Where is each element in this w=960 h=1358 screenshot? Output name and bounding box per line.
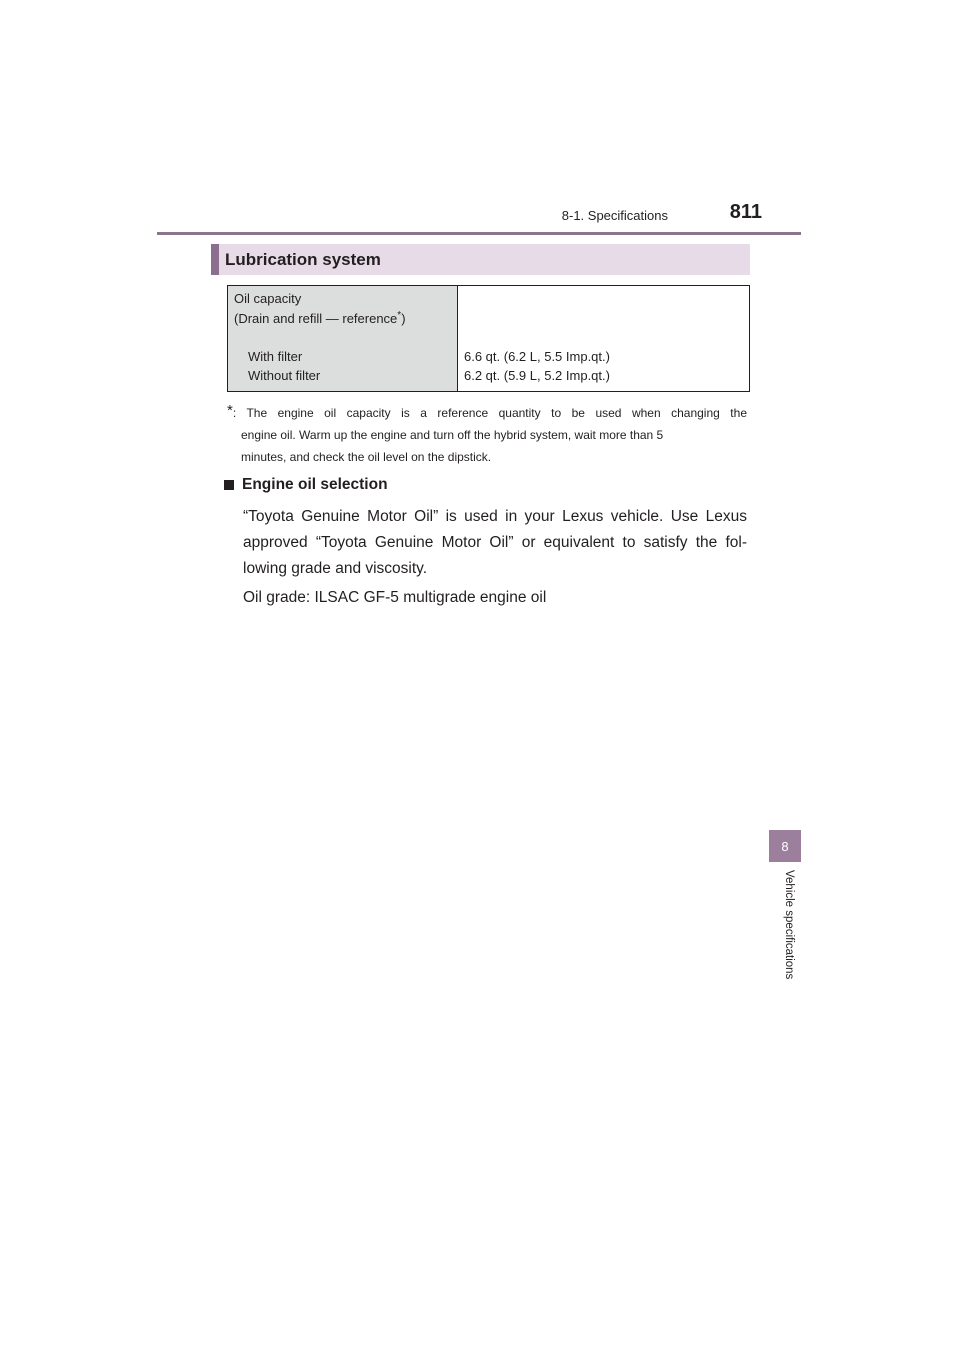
subheading-text: Engine oil selection bbox=[242, 476, 388, 493]
footnote-line-3: minutes, and check the oil level on the dipstick. bbox=[241, 450, 492, 464]
footnote-line-1-text: : The engine oil capacity is a reference quantity to be used when changing the bbox=[232, 406, 747, 420]
chapter-label: Vehicle specifications bbox=[783, 870, 795, 980]
chapter-tab: 8 bbox=[769, 830, 801, 862]
section-title: Lubrication system bbox=[211, 244, 750, 275]
row-value-without-filter: 6.2 qt. (5.9 L, 5.2 Imp.qt.) bbox=[464, 368, 610, 383]
footnote-marker: * bbox=[397, 310, 402, 321]
footnote-line-1 bbox=[227, 400, 747, 424]
paragraph-line-3: lowing grade and viscosity. bbox=[243, 560, 428, 577]
square-bullet-icon bbox=[224, 480, 234, 490]
table-label-column bbox=[228, 286, 458, 391]
oil-capacity-table bbox=[227, 285, 750, 392]
capacity-reference bbox=[234, 310, 406, 326]
row-label-with-filter: With filter bbox=[248, 349, 303, 364]
oil-selection-paragraph bbox=[243, 504, 747, 582]
page-number: 811 bbox=[729, 201, 762, 223]
header-divider bbox=[157, 232, 801, 235]
paragraph-line-2: approved “Toyota Genuine Motor Oil” or equivalent to satisfy the fol- bbox=[243, 534, 747, 551]
capacity-label: Oil capacity bbox=[234, 291, 302, 306]
oil-grade: Oil grade: ILSAC GF-5 multigrade engine oil bbox=[243, 589, 547, 606]
paragraph-line-1: “Toyota Genuine Motor Oil” is used in your Lexus vehicle. Use Lexus bbox=[243, 508, 747, 525]
subheading-engine-oil-selection bbox=[224, 476, 388, 494]
footnote-star: * bbox=[227, 402, 233, 419]
table-value-column bbox=[458, 286, 749, 391]
footnote bbox=[227, 400, 747, 468]
close-paren: ) bbox=[401, 311, 406, 326]
capacity-reference-text: (Drain and refill — reference bbox=[234, 311, 398, 326]
header-section-title: 8-1. Specifications bbox=[561, 208, 668, 223]
footnote-line-2: engine oil. Warm up the engine and turn off the hybrid system, wait more than 5 bbox=[241, 428, 664, 442]
row-label-without-filter: Without filter bbox=[248, 368, 321, 383]
row-value-with-filter: 6.6 qt. (6.2 L, 5.5 Imp.qt.) bbox=[464, 349, 610, 364]
